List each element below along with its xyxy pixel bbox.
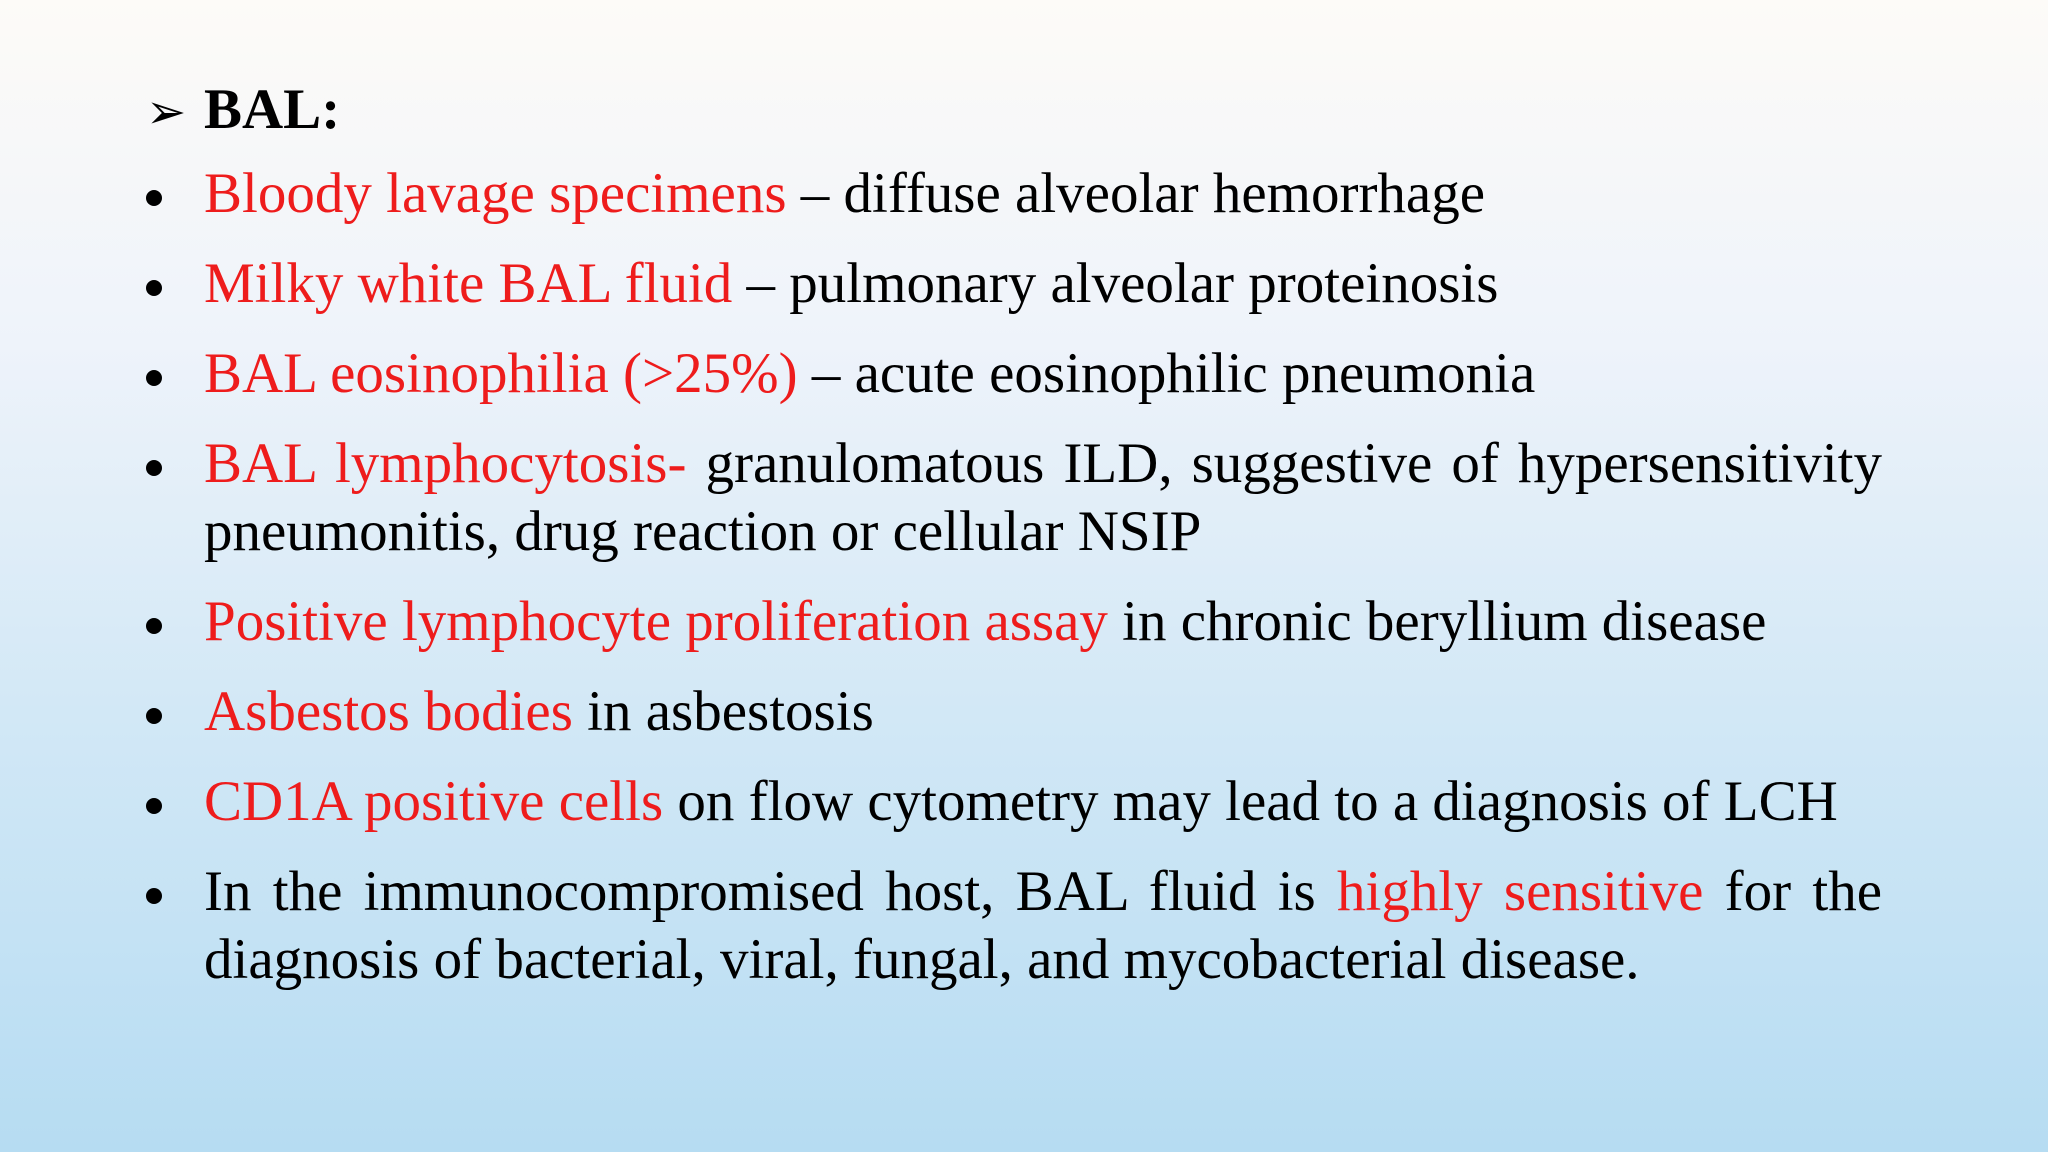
- item-description: for the diagnosis of bacterial, viral, fungal, and mycobacterial disease.: [204, 860, 1882, 991]
- bullet-dot-icon: [146, 618, 162, 634]
- highlighted-term: Milky white BAL fluid: [204, 252, 733, 315]
- item-description: in chronic beryllium disease: [1107, 590, 1767, 653]
- item-description: – diffuse alveolar hemorrhage: [786, 162, 1486, 225]
- item-description: in asbestosis: [572, 680, 874, 743]
- list-item: [146, 588, 1882, 656]
- list-item: [146, 430, 1882, 566]
- highlighted-term: CD1A positive cells: [204, 770, 664, 833]
- item-description: on flow cytometry may lead to a diagnosis of LCH: [663, 770, 1838, 833]
- list-item: [146, 678, 1882, 746]
- list-item: [146, 250, 1882, 318]
- item-prefix: In the immunocompromised host, BAL fluid is: [204, 860, 1337, 923]
- highlighted-term: highly sensitive: [1336, 860, 1704, 923]
- bullet-dot-icon: [146, 888, 162, 904]
- bullet-dot-icon: [146, 460, 162, 476]
- heading-text: BAL:: [204, 78, 341, 141]
- bullet-dot-icon: [146, 370, 162, 386]
- list-item: [146, 160, 1882, 228]
- item-description: – pulmonary alveolar proteinosis: [732, 252, 1499, 315]
- item-description: – acute eosinophilic pneumonia: [797, 342, 1536, 405]
- bullet-dot-icon: [146, 708, 162, 724]
- highlighted-term: Positive lymphocyte proliferation assay: [204, 590, 1108, 653]
- bullet-dot-icon: [146, 280, 162, 296]
- bullet-list: [146, 160, 1882, 1016]
- list-item: [146, 340, 1882, 408]
- bullet-dot-icon: [146, 190, 162, 206]
- bullet-dot-icon: [146, 798, 162, 814]
- highlighted-term: Bloody lavage specimens: [204, 162, 787, 225]
- item-description: granulomatous ILD, suggestive of hypersensitivity pneumonitis, drug reaction or cellular NSIP: [204, 432, 1882, 563]
- list-item: [146, 768, 1882, 836]
- highlighted-term: BAL lymphocytosis-: [204, 432, 687, 495]
- highlighted-term: BAL eosinophilia (>25%): [204, 342, 798, 405]
- arrow-bullet-icon: ➢: [146, 84, 187, 140]
- highlighted-term: Asbestos bodies: [204, 680, 573, 743]
- slide-heading: [146, 72, 340, 150]
- list-item: [146, 858, 1882, 994]
